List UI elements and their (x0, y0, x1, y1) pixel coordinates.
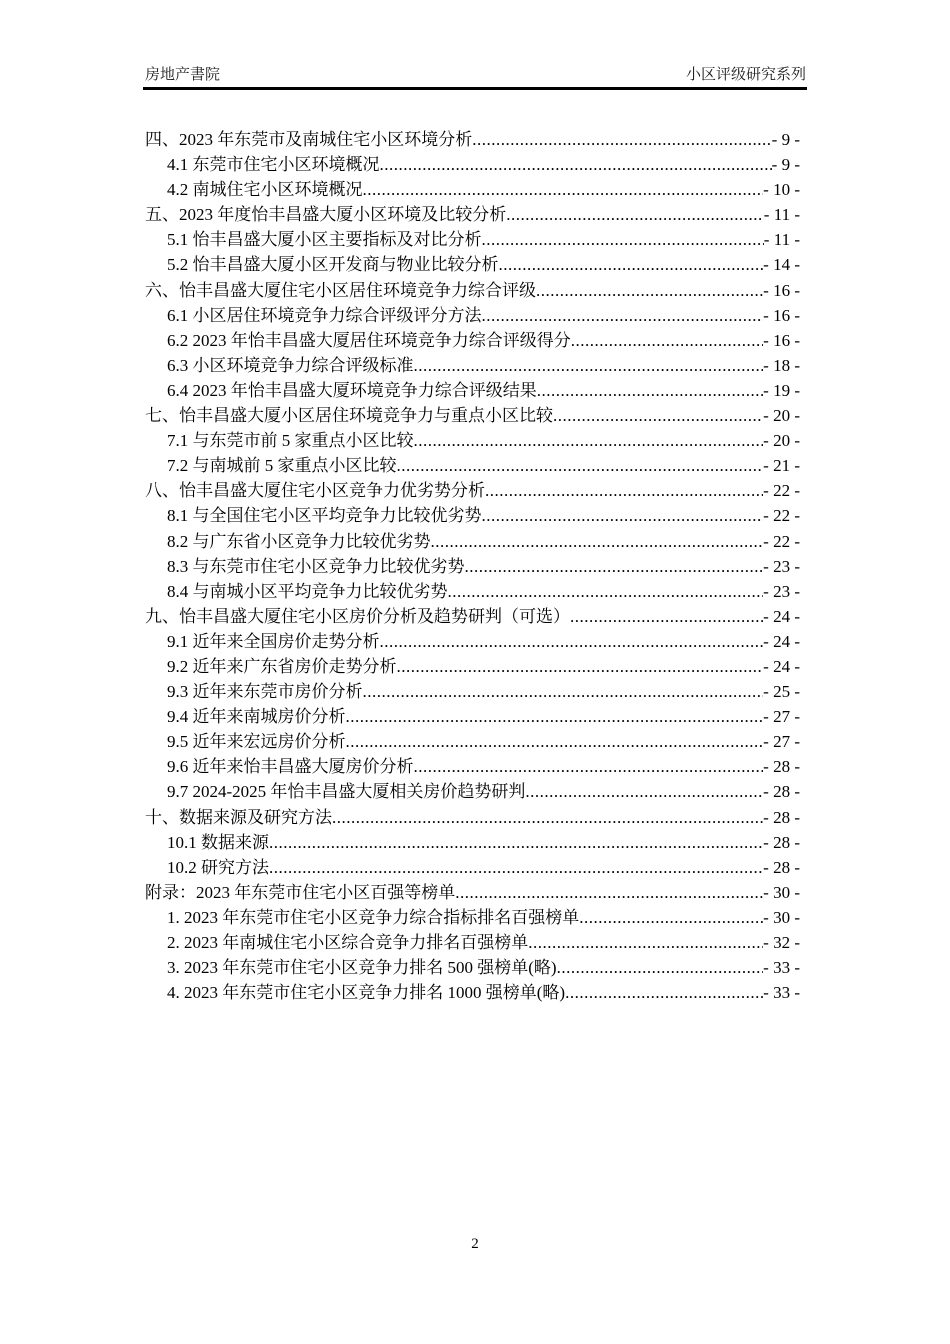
toc-entry-label: 9.1 近年来全国房价走势分析 (167, 631, 380, 651)
toc-dot-leader (571, 328, 763, 353)
toc-entry[interactable] (145, 453, 800, 478)
toc-entry-page: - 22 - (763, 531, 800, 551)
toc-entry-label: 5.2 怡丰昌盛大厦小区开发商与物业比较分析 (167, 255, 499, 275)
toc-dot-leader (269, 855, 763, 880)
toc-entry-label: 九、怡丰昌盛大厦住宅小区房价分析及趋势研判（可选） (145, 606, 570, 626)
toc-entry[interactable] (145, 478, 800, 503)
toc-entry-label: 6.3 小区环境竞争力综合评级标准 (167, 355, 414, 375)
toc-entry-page: - 18 - (763, 355, 800, 375)
toc-entry-page: - 32 - (763, 933, 800, 952)
toc-dot-leader (414, 428, 764, 453)
toc-dot-leader (448, 579, 764, 604)
toc-dot-leader (485, 478, 763, 503)
toc-entry-page: - 11 - (763, 230, 800, 250)
toc-entry[interactable] (145, 629, 800, 654)
toc-entry[interactable] (145, 930, 800, 955)
toc-dot-leader (570, 604, 763, 629)
toc-entry[interactable] (145, 353, 800, 378)
toc-entry[interactable] (145, 729, 800, 754)
toc-entry[interactable] (145, 779, 800, 804)
toc-dot-leader (346, 704, 764, 729)
toc-dot-leader (414, 353, 764, 378)
toc-entry-page: - 30 - (763, 882, 800, 902)
toc-entry-page: - 24 - (763, 631, 800, 651)
toc-entry-label: 8.3 与东莞市住宅小区竞争力比较优劣势 (167, 556, 465, 576)
toc-entry-page: - 19 - (763, 380, 800, 400)
toc-entry-page: - 28 - (763, 782, 800, 802)
toc-entry-page: - 14 - (763, 255, 800, 275)
toc-dot-leader (346, 729, 764, 754)
page-header (145, 63, 806, 84)
toc-dot-leader (455, 880, 763, 905)
toc-dot-leader (553, 403, 763, 428)
toc-dot-leader (579, 905, 763, 930)
toc-dot-leader (269, 830, 763, 855)
toc-dot-leader (482, 303, 764, 328)
toc-entry[interactable] (145, 654, 800, 679)
toc-entry-page: - 28 - (763, 807, 800, 827)
toc-entry-label: 9.5 近年来宏远房价分析 (167, 732, 346, 752)
toc-dot-leader (565, 980, 763, 1005)
toc-entry-page: - 21 - (763, 456, 800, 476)
toc-entry[interactable] (145, 955, 800, 980)
toc-entry-label: 十、数据来源及研究方法 (145, 807, 332, 827)
toc-entry-page: - 23 - (763, 556, 800, 576)
toc-dot-leader (536, 278, 763, 303)
toc-dot-leader (465, 554, 764, 579)
toc-entry-label: 9.7 2024-2025 年怡丰昌盛大厦相关房价趋势研判 (167, 782, 526, 802)
header-right-title: 小区评级研究系列 (685, 66, 806, 83)
toc-entry-label: 10.1 数据来源 (167, 832, 269, 852)
toc-entry-label: 八、怡丰昌盛大厦住宅小区竞争力优劣势分析 (145, 481, 485, 501)
toc-entry-page: - 30 - (763, 907, 800, 927)
header-divider (143, 87, 807, 90)
toc-entry[interactable] (145, 805, 800, 830)
toc-entry[interactable] (145, 278, 800, 303)
toc-entry-label: 6.1 小区居住环境竞争力综合评级评分方法 (167, 305, 482, 325)
toc-entry-page: - 9 - (771, 130, 800, 149)
toc-entry[interactable] (145, 980, 800, 1005)
toc-entry[interactable] (145, 554, 800, 579)
toc-entry-page: - 11 - (763, 205, 800, 225)
toc-entry[interactable] (145, 328, 800, 353)
toc-entry-page: - 20 - (763, 406, 800, 426)
toc-entry[interactable] (145, 202, 800, 227)
table-of-contents (145, 127, 800, 1005)
toc-entry[interactable] (145, 252, 800, 277)
toc-entry[interactable] (145, 227, 800, 252)
toc-entry-page: - 28 - (763, 832, 800, 852)
toc-entry[interactable] (145, 177, 800, 202)
toc-dot-leader (332, 805, 763, 830)
toc-entry-page: - 33 - (763, 958, 800, 978)
toc-entry-page: - 27 - (763, 732, 800, 752)
toc-entry-page: - 9 - (771, 155, 800, 175)
toc-entry[interactable] (145, 704, 800, 729)
toc-entry[interactable] (145, 855, 800, 880)
toc-entry-page: - 27 - (763, 707, 800, 727)
toc-entry-page: - 24 - (763, 606, 800, 626)
toc-entry-page: - 23 - (763, 581, 800, 601)
toc-entry[interactable] (145, 529, 800, 554)
toc-entry-label: 4.1 东莞市住宅小区环境概况 (167, 155, 380, 175)
toc-dot-leader (431, 529, 764, 554)
toc-entry-page: - 28 - (763, 757, 800, 777)
toc-entry-label: 四、2023 年东莞市及南城住宅小区环境分析 (145, 130, 473, 149)
page-footer (0, 1236, 950, 1253)
toc-entry-label: 5.1 怡丰昌盛大厦小区主要指标及对比分析 (167, 230, 482, 250)
toc-entry-label: 七、怡丰昌盛大厦小区居住环境竞争力与重点小区比较 (145, 406, 553, 426)
toc-entry-label: 9.3 近年来东莞市房价分析 (167, 682, 363, 702)
toc-dot-leader (397, 654, 764, 679)
toc-dot-leader (380, 152, 772, 177)
toc-entry-page: - 20 - (763, 431, 800, 451)
toc-entry-label: 9.2 近年来广东省房价走势分析 (167, 656, 397, 676)
toc-entry[interactable] (145, 503, 800, 528)
toc-entry[interactable] (145, 428, 800, 453)
toc-entry-label: 3. 2023 年东莞市住宅小区竞争力排名 500 强榜单(略) (167, 958, 557, 978)
toc-entry-label: 6.4 2023 年怡丰昌盛大厦环境竞争力综合评级结果 (167, 380, 537, 400)
toc-dot-leader (363, 679, 764, 704)
toc-entry-label: 7.1 与东莞市前 5 家重点小区比较 (167, 431, 414, 451)
toc-entry-label: 6.2 2023 年怡丰昌盛大厦居住环境竞争力综合评级得分 (167, 330, 571, 350)
toc-dot-leader (525, 779, 763, 804)
toc-entry-page: - 33 - (763, 983, 800, 1003)
toc-dot-leader (472, 127, 771, 152)
toc-dot-leader (482, 227, 764, 252)
toc-entry-label: 4. 2023 年东莞市住宅小区竞争力排名 1000 强榜单(略) (167, 983, 566, 1003)
toc-entry-page: - 22 - (763, 506, 800, 526)
toc-entry-label: 4.2 南城住宅小区环境概况 (167, 180, 363, 200)
toc-entry-label: 2. 2023 年南城住宅小区综合竞争力排名百强榜单 (167, 933, 529, 952)
toc-dot-leader (537, 378, 763, 403)
toc-entry[interactable] (145, 579, 800, 604)
toc-entry-label: 9.6 近年来怡丰昌盛大厦房价分析 (167, 757, 414, 777)
toc-entry-label: 8.1 与全国住宅小区平均竞争力比较优劣势 (167, 506, 482, 526)
toc-dot-leader (528, 930, 763, 955)
toc-entry[interactable] (145, 127, 800, 152)
toc-entry[interactable] (145, 880, 800, 905)
toc-entry-label: 8.2 与广东省小区竞争力比较优劣势 (167, 531, 431, 551)
toc-entry-label: 附录：2023 年东莞市住宅小区百强等榜单 (145, 882, 456, 902)
toc-entry-page: - 16 - (763, 330, 800, 350)
toc-entry-label: 六、怡丰昌盛大厦住宅小区居住环境竞争力综合评级 (145, 280, 536, 300)
toc-dot-leader (557, 955, 764, 980)
toc-entry-page: - 28 - (763, 857, 800, 877)
toc-dot-leader (414, 754, 764, 779)
toc-dot-leader (380, 629, 764, 654)
toc-entry[interactable] (145, 152, 800, 177)
toc-entry-page: - 10 - (763, 180, 800, 200)
toc-dot-leader (363, 177, 764, 202)
toc-entry-label: 10.2 研究方法 (167, 857, 269, 877)
toc-entry[interactable] (145, 754, 800, 779)
toc-entry-page: - 16 - (763, 280, 800, 300)
toc-dot-leader (397, 453, 764, 478)
toc-entry-page: - 24 - (763, 656, 800, 676)
toc-entry-label: 9.4 近年来南城房价分析 (167, 707, 346, 727)
toc-entry-label: 1. 2023 年东莞市住宅小区竞争力综合指标排名百强榜单 (167, 907, 580, 927)
toc-dot-leader (482, 503, 764, 528)
toc-dot-leader (506, 202, 764, 227)
toc-entry[interactable] (145, 604, 800, 629)
toc-entry[interactable] (145, 303, 800, 328)
toc-dot-leader (499, 252, 764, 277)
toc-entry-page: - 22 - (763, 481, 800, 501)
toc-entry[interactable] (145, 403, 800, 428)
toc-entry[interactable] (145, 830, 800, 855)
toc-entry-page: - 25 - (763, 682, 800, 702)
toc-entry[interactable] (145, 905, 800, 930)
toc-entry-label: 8.4 与南城小区平均竞争力比较优劣势 (167, 581, 448, 601)
toc-entry-label: 7.2 与南城前 5 家重点小区比较 (167, 456, 397, 476)
footer-page-number: 2 (471, 1236, 479, 1252)
toc-entry[interactable] (145, 679, 800, 704)
toc-entry[interactable] (145, 378, 800, 403)
header-left-title: 房地产書院 (145, 66, 221, 83)
toc-entry-page: - 16 - (763, 305, 800, 325)
toc-entry-label: 五、2023 年度怡丰昌盛大厦小区环境及比较分析 (145, 205, 507, 225)
